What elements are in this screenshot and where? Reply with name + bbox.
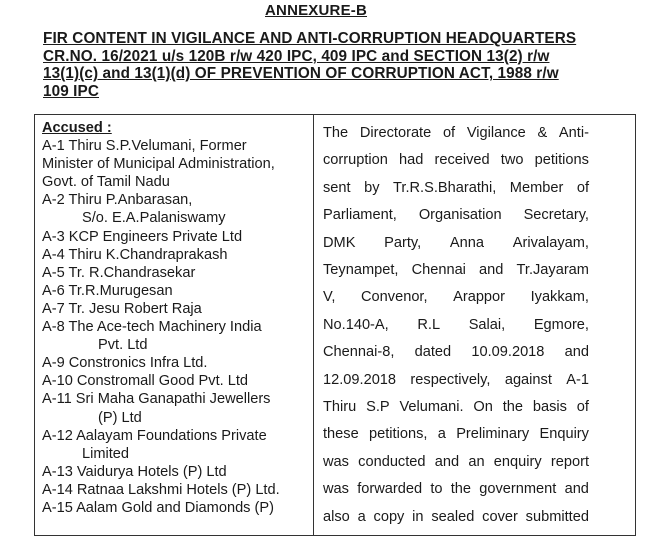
narrative-word: Chennai <box>411 262 466 279</box>
narrative-word: report <box>550 453 589 470</box>
fir-content-table <box>34 114 636 536</box>
heading-line: FIR CONTENT IN VIGILANCE AND ANTI-CORRUPTION HEADQUARTERS <box>43 30 577 47</box>
accused-line: A-13 Vaidurya Hotels (P) Ltd <box>42 463 227 480</box>
narrative-word: the <box>450 481 472 498</box>
narrative-word: and <box>564 481 589 498</box>
accused-line: A-2 Thiru P.Anbarasan, <box>42 192 193 209</box>
accused-line: A-4 Thiru K.Chandraprakash <box>42 246 228 263</box>
narrative-word: had <box>399 152 424 169</box>
narrative-word: in <box>412 508 424 525</box>
narrative-word: A-1 <box>566 371 589 388</box>
narrative-word: 10.09.2018 <box>471 344 545 361</box>
narrative-word: Preliminary <box>456 426 530 443</box>
narrative-word: cover <box>482 508 518 525</box>
narrative-word: a <box>357 508 366 525</box>
accused-line: A-3 KCP Engineers Private Ltd <box>42 228 243 245</box>
narrative-line <box>323 312 589 339</box>
accused-line: Minister of Municipal Administration, <box>42 156 275 173</box>
narrative-line <box>323 120 589 147</box>
accused-line: A-7 Tr. Jesu Robert Raja <box>42 300 202 317</box>
narrative-word: dated <box>414 344 452 361</box>
accused-line: A-8 The Ace-tech Machinery India <box>42 319 262 336</box>
narrative-word: Anti- <box>558 125 589 141</box>
heading-line: CR.NO. 16/2021 u/s 120B r/w 420 IPC, 409 IPC and SECTION 13(2) r/w <box>43 47 550 65</box>
narrative-word: sealed <box>431 508 475 525</box>
heading-line: 109 IPC <box>43 82 99 100</box>
narrative-word: of <box>442 125 456 141</box>
narrative-word: Organisation <box>418 207 502 224</box>
narrative-word: Tr.Jayaram <box>516 262 589 279</box>
annexure-title: ANNEXURE-B <box>265 2 368 19</box>
accused-line: A-15 Aalam Gold and Diamonds (P) <box>42 499 274 516</box>
narrative-word: and <box>564 344 589 361</box>
narrative-word: Enquiry <box>539 426 589 443</box>
accused-line: A-10 Constromall Good Pvt. Ltd <box>42 373 249 390</box>
narrative-word: Iyakkam, <box>530 289 589 306</box>
narrative-word: Chennai-8, <box>323 344 395 361</box>
accused-line: (P) Ltd <box>98 409 142 426</box>
narrative-line <box>323 394 589 421</box>
narrative-word: Directorate <box>359 125 432 141</box>
narrative-line <box>323 367 589 394</box>
narrative-word: On <box>473 399 493 416</box>
narrative-word: by <box>364 179 380 196</box>
accused-label: Accused : <box>42 120 112 136</box>
narrative-word: 12.09.2018 <box>323 371 397 388</box>
narrative-word: these <box>323 426 359 443</box>
narrative-word: copy <box>373 508 405 525</box>
narrative-word: enquiry <box>493 453 542 470</box>
narrative-word: and <box>434 453 460 470</box>
narrative-word: Thiru <box>323 399 357 416</box>
narrative-line <box>323 202 589 229</box>
narrative-word: Teynampet, <box>323 262 399 279</box>
accused-line: Pvt. Ltd <box>98 337 148 354</box>
narrative-word: DMK <box>323 234 356 251</box>
narrative-word: sent <box>323 179 351 196</box>
narrative-word: Convenor, <box>361 289 428 306</box>
narrative-word: Arivalayam, <box>512 234 589 251</box>
narrative-word: No.140-A, <box>323 316 389 333</box>
accused-column <box>42 119 310 517</box>
document-heading <box>43 30 603 100</box>
narrative-word: petitions <box>534 152 589 169</box>
narrative-line <box>323 339 589 366</box>
narrative-word: was <box>323 481 349 498</box>
narrative-line <box>323 504 589 531</box>
narrative-word: the <box>502 399 524 416</box>
narrative-word: Party, <box>384 234 422 251</box>
narrative-word: Vigilance <box>466 125 526 141</box>
narrative-line <box>323 147 589 174</box>
narrative-word: Arappor <box>453 289 506 306</box>
narrative-word: two <box>500 152 524 169</box>
narrative-word: S.P <box>366 399 390 416</box>
narrative-word: and <box>479 262 504 279</box>
narrative-line <box>323 284 589 311</box>
narrative-word: & <box>537 125 548 141</box>
narrative-word: a <box>437 426 446 443</box>
narrative-word: of <box>576 399 589 416</box>
accused-line: A-6 Tr.R.Murugesan <box>42 282 173 299</box>
accused-line: A-9 Constronics Infra Ltd. <box>42 355 208 372</box>
narrative-line <box>323 175 589 202</box>
narrative-word: basis <box>532 399 567 416</box>
accused-line: A-14 Ratnaa Lakshmi Hotels (P) Ltd. <box>42 481 280 498</box>
narrative-word: Velumani. <box>399 399 464 416</box>
narrative-word: forwarded <box>357 481 423 498</box>
accused-line: A-5 Tr. R.Chandrasekar <box>42 264 196 281</box>
narrative-line <box>323 449 589 476</box>
narrative-line <box>323 421 589 448</box>
heading-line: 13(1)(c) and 13(1)(d) OF PREVENTION OF CORRUPTION ACT, 1988 r/w <box>43 65 559 83</box>
narrative-word: Member <box>509 179 564 196</box>
column-divider <box>313 115 314 535</box>
narrative-word: Salai, <box>468 316 506 333</box>
narrative-word: an <box>468 453 485 470</box>
narrative-column <box>323 120 589 531</box>
accused-line: S/o. E.A.Palaniswamy <box>82 210 226 227</box>
narrative-word: Egmore, <box>533 316 589 333</box>
narrative-word: against <box>504 371 552 388</box>
narrative-line <box>323 230 589 257</box>
narrative-word: Parliament, <box>323 207 397 224</box>
narrative-word: Anna <box>449 234 485 251</box>
narrative-line <box>323 476 589 503</box>
narrative-word: V, <box>323 289 336 306</box>
narrative-word: submitted <box>525 508 589 525</box>
narrative-word: conducted <box>358 453 426 470</box>
narrative-line <box>323 257 589 284</box>
narrative-word: to <box>430 481 443 498</box>
accused-line: A-12 Aalayam Foundations Private <box>42 427 267 444</box>
narrative-word: also <box>323 508 350 525</box>
accused-line: Govt. of Tamil Nadu <box>42 174 170 191</box>
narrative-word: government <box>479 481 557 498</box>
narrative-word: corruption <box>323 152 388 169</box>
narrative-word: received <box>434 152 490 169</box>
accused-line: A-1 Thiru S.P.Velumani, Former <box>42 138 247 155</box>
narrative-word: petitions, <box>369 426 428 443</box>
narrative-word: The <box>323 125 349 141</box>
narrative-word: Tr.R.S.Bharathi, <box>393 179 497 196</box>
narrative-word: respectively, <box>410 371 491 388</box>
narrative-word: of <box>576 179 589 196</box>
narrative-word: Secretary, <box>523 207 589 224</box>
narrative-word: was <box>323 453 349 470</box>
narrative-word: R.L <box>417 316 441 333</box>
accused-line: A-11 Sri Maha Ganapathi Jewellers <box>42 391 271 408</box>
accused-line: Limited <box>82 445 130 462</box>
